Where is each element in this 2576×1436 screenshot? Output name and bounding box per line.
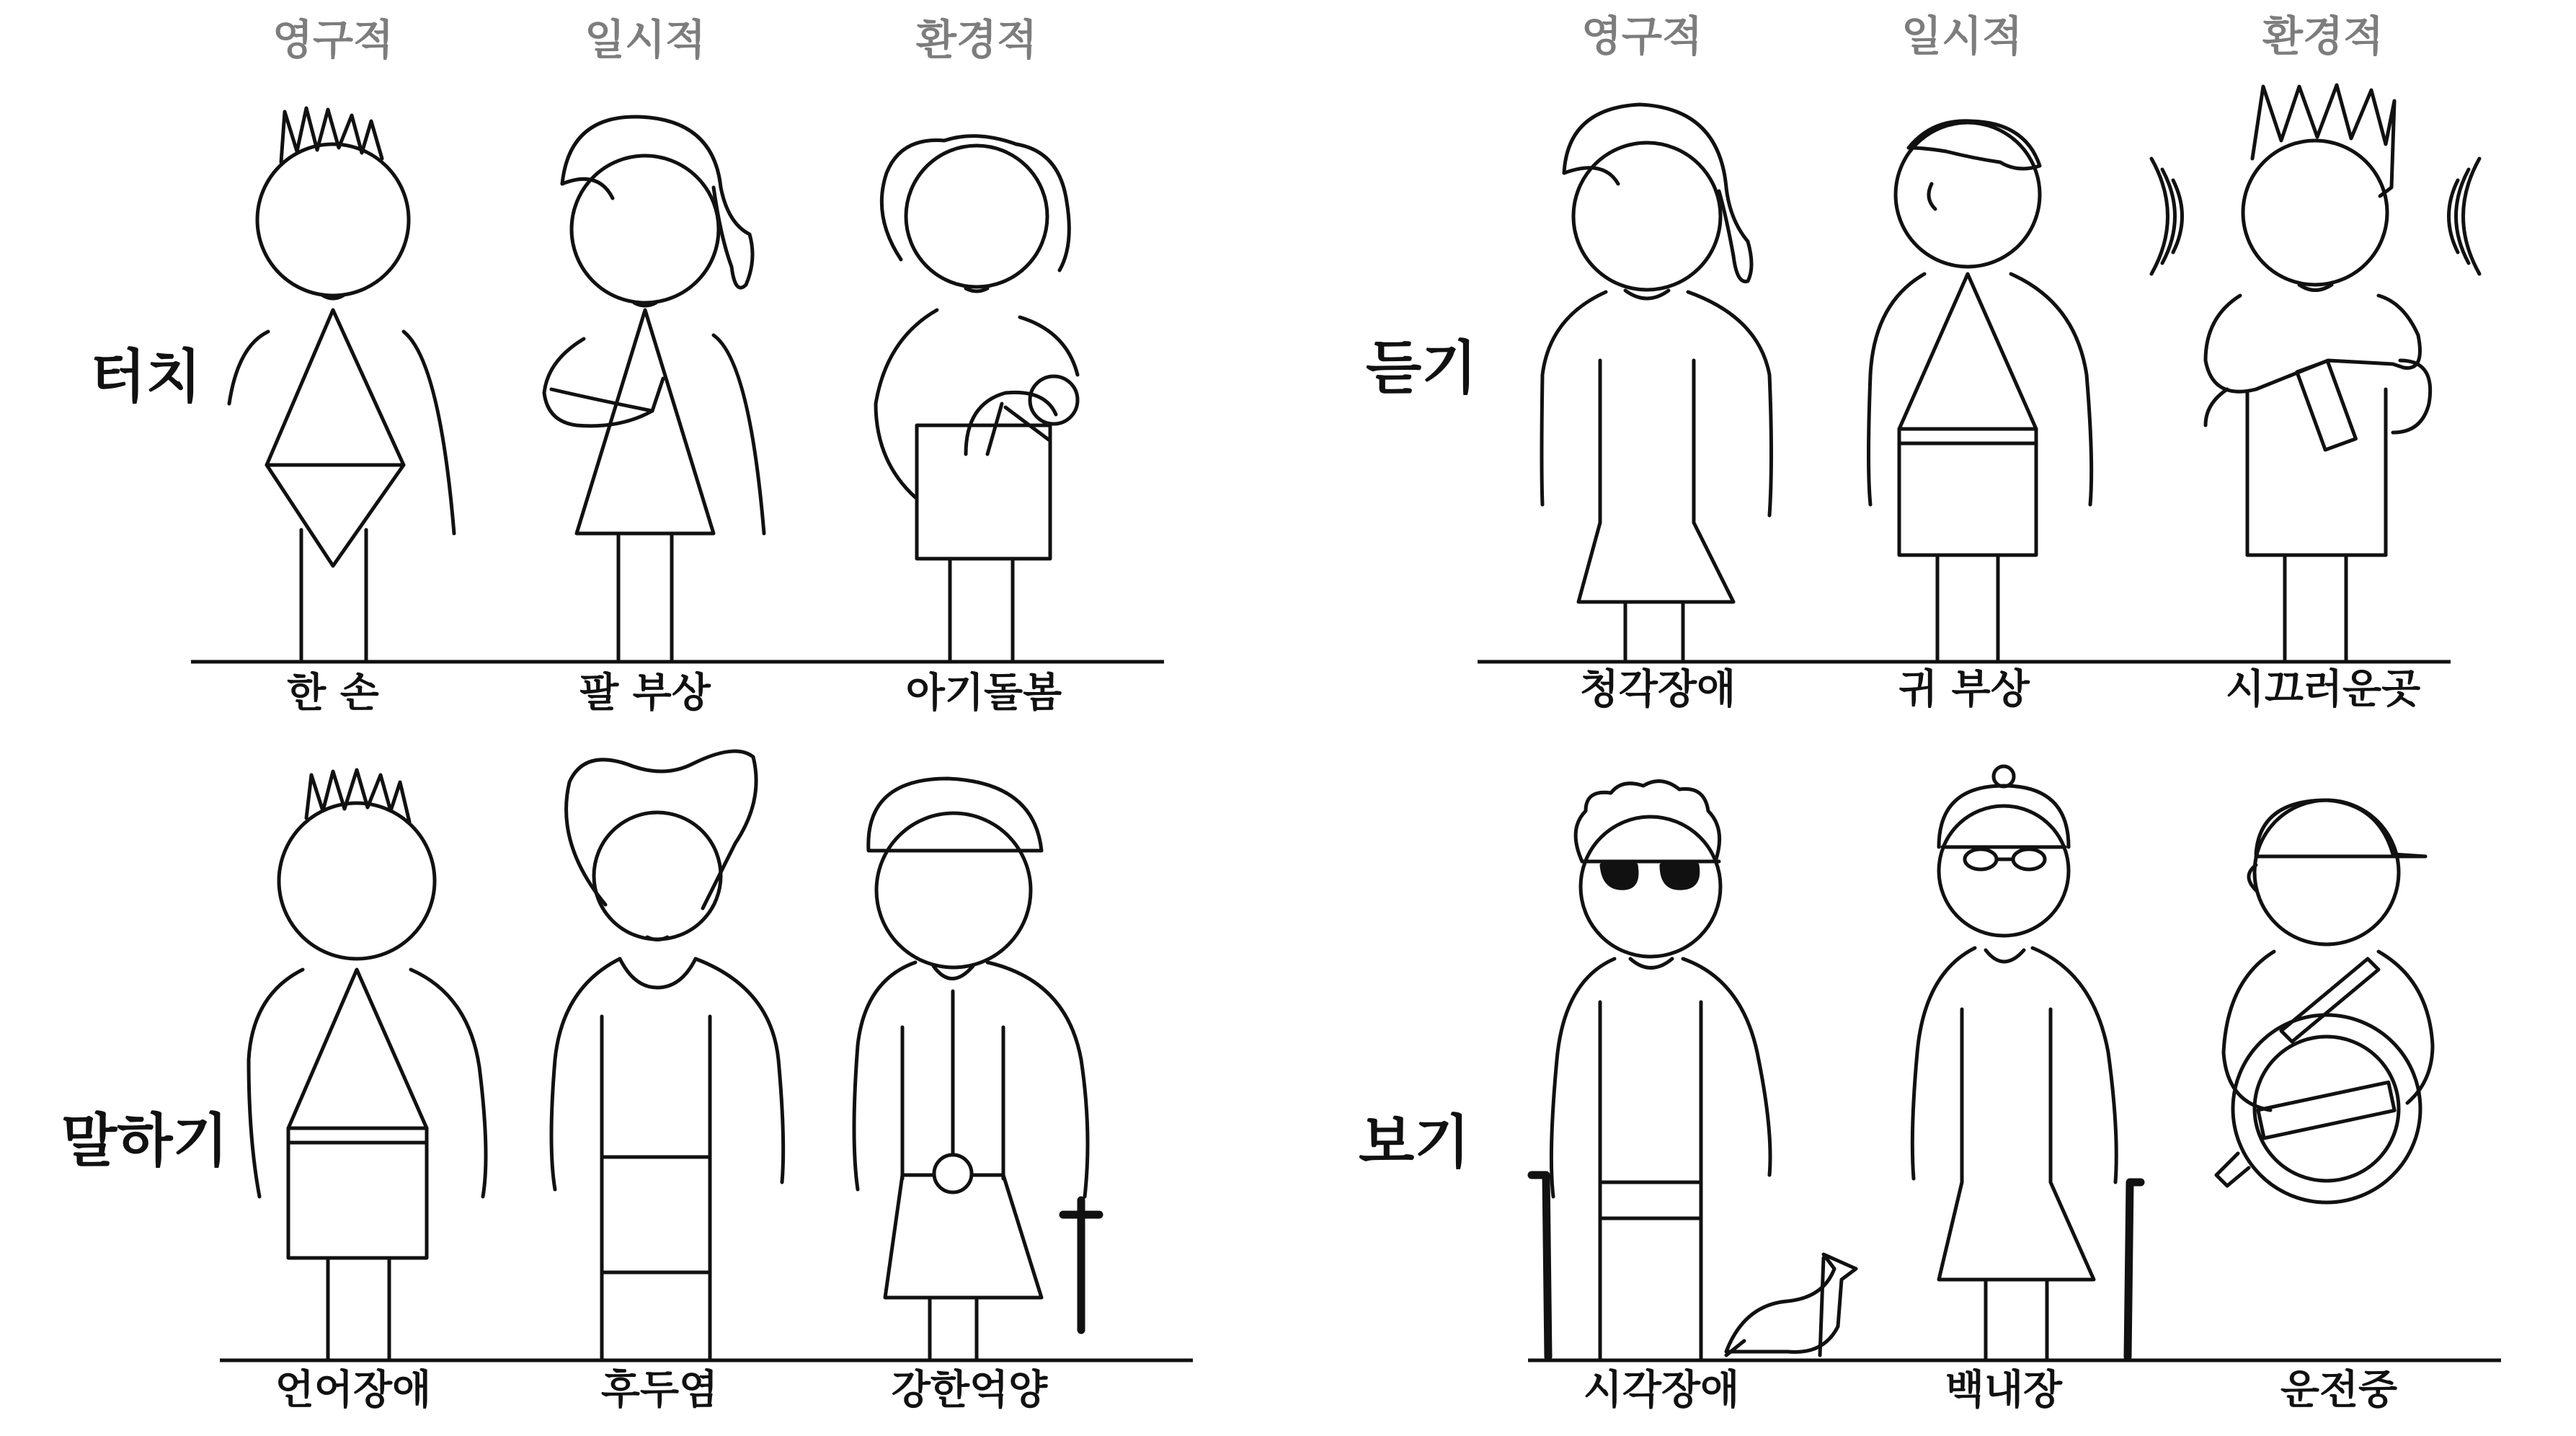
caption-distracted-driver: 운전중	[2280, 1367, 2398, 1414]
figure-deaf	[1542, 105, 1772, 660]
figure-laryngitis	[551, 751, 783, 1359]
figure-arm-injury	[544, 117, 764, 660]
figure-ear-injury	[1869, 121, 2092, 660]
caption-arm-injury: 팔 부상	[579, 670, 711, 717]
figure-cataract	[1912, 766, 2141, 1359]
row-label-hearing: 듣기	[1366, 334, 1478, 402]
figure-heavy-accent	[854, 779, 1099, 1359]
figure-one-arm	[229, 108, 454, 660]
caption-noisy-place: 시끄러운곳	[2225, 666, 2421, 713]
caption-laryngitis: 후두염	[600, 1367, 719, 1414]
figure-noisy-place	[2151, 85, 2479, 660]
caption-deaf: 청각장애	[1579, 666, 1736, 713]
right-header-permanent: 영구적	[1581, 12, 1703, 61]
caption-blind: 시각장애	[1583, 1367, 1740, 1414]
figure-blind	[1532, 781, 1856, 1359]
figure-non-verbal	[249, 770, 486, 1359]
left-header-temporary: 일시적	[584, 15, 706, 64]
row-label-seeing: 보기	[1359, 1109, 1470, 1176]
caption-non-verbal: 언어장애	[275, 1367, 432, 1414]
caption-heavy-accent: 강한억양	[891, 1367, 1048, 1414]
row-label-speaking: 말하기	[61, 1107, 228, 1174]
figure-new-parent	[876, 136, 1078, 660]
caption-one-arm: 한 손	[287, 670, 379, 717]
caption-new-parent: 아기돌봄	[905, 670, 1062, 717]
caption-cataract: 백내장	[1945, 1367, 2063, 1414]
row-label-touch: 터치	[90, 343, 202, 410]
caption-ear-infection: 귀 부상	[1898, 666, 2030, 713]
left-header-permanent: 영구적	[272, 15, 394, 64]
right-header-situational: 환경적	[2262, 12, 2384, 61]
left-header-situational: 환경적	[915, 15, 1038, 64]
figure-distracted-driver	[2216, 800, 2433, 1202]
right-header-temporary: 일시적	[1901, 12, 2023, 61]
